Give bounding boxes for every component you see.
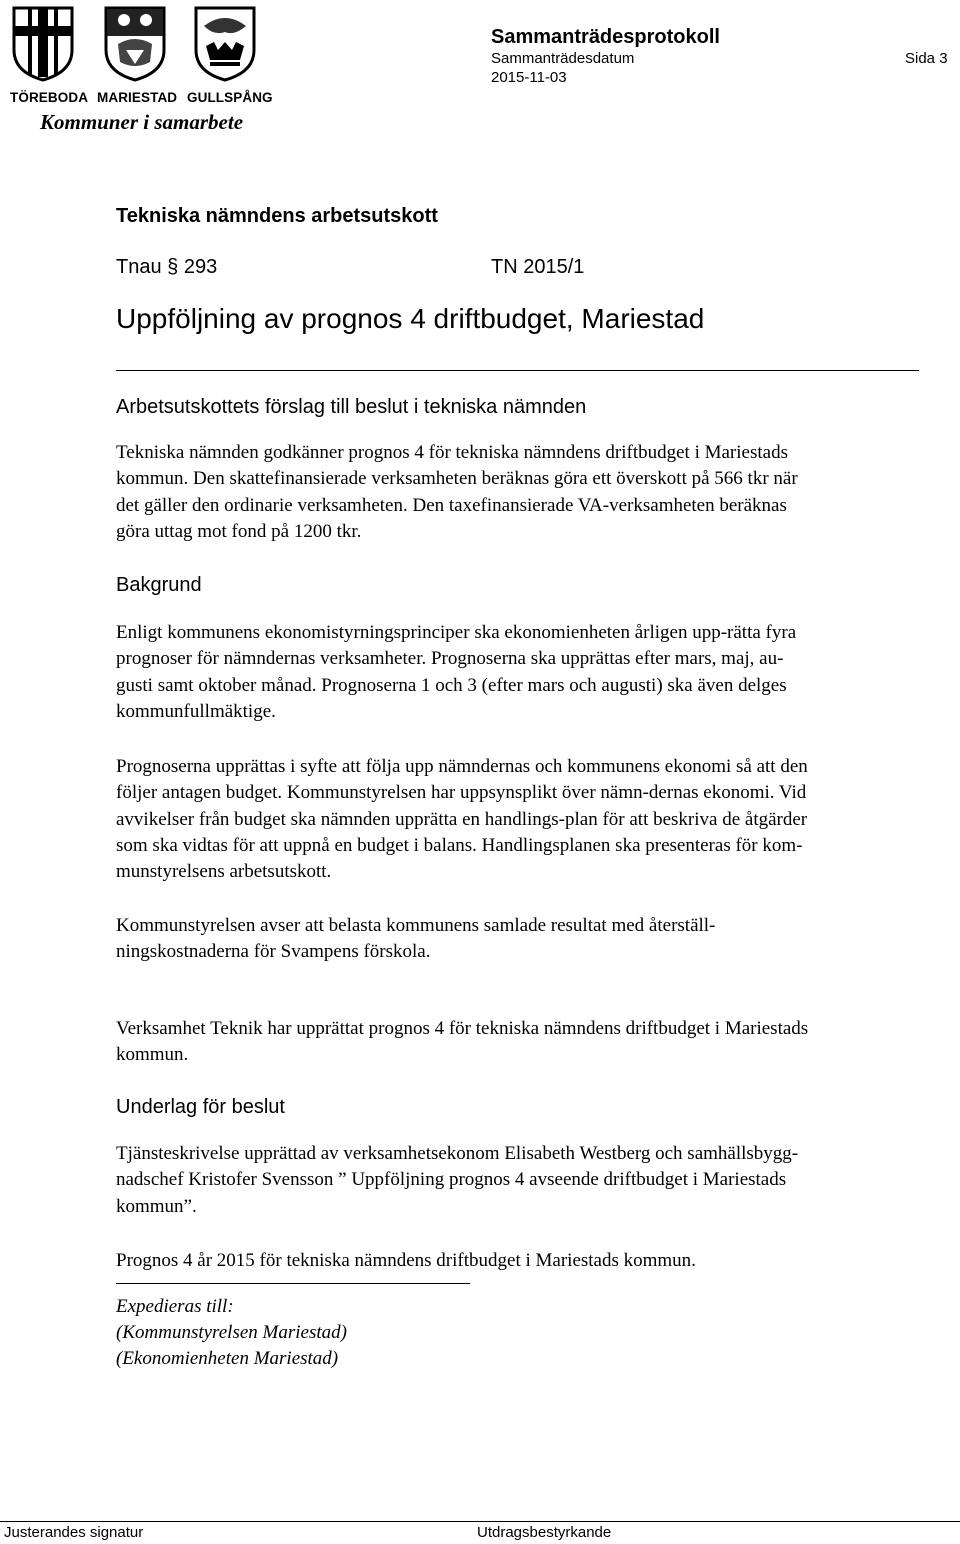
paragraph-line: Kommunstyrelsen avser att belasta kommunens samlade resultat med återställ- xyxy=(116,915,716,936)
background-paragraph-4 xyxy=(116,1016,958,1069)
footer-certification-label: Utdragsbestyrkande xyxy=(477,1524,612,1541)
mariestad-coat-of-arms-icon xyxy=(104,6,166,82)
proposal-line: Tekniska nämnden godkänner prognos 4 för tekniska nämndens driftbudget i Mariestads xyxy=(116,442,788,463)
distribution-recipient: (Ekonomienheten Mariestad) xyxy=(116,1348,339,1369)
paragraph-line: Prognoserna upprättas i syfte att följa upp nämndernas och kommunens ekonomi så att den xyxy=(116,756,808,777)
basis-heading: Underlag för beslut xyxy=(116,1096,285,1118)
committee-name: Tekniska nämndens arbetsutskott xyxy=(116,205,438,227)
paragraph-line: Tjänsteskrivelse upprättad av verksamhetsekonom Elisabeth Westberg och samhällsbygg- xyxy=(116,1143,799,1164)
distribution-divider xyxy=(116,1283,470,1284)
gullspang-coat-of-arms-icon xyxy=(194,6,256,82)
paragraph-line: gusti samt oktober månad. Prognoserna 1 och 3 (efter mars och augusti) ska även delges xyxy=(116,674,787,696)
paragraph-line: ningskostnaderna för Svampens förskola. xyxy=(116,941,431,963)
logo-names xyxy=(8,90,273,108)
meeting-date-label: Sammanträdesdatum xyxy=(491,50,635,67)
title-divider xyxy=(116,370,919,371)
toreboda-coat-of-arms-icon xyxy=(12,6,74,82)
background-heading: Bakgrund xyxy=(116,574,202,596)
paragraph-line: som ska vidtas för att uppnå en budget i balans. Handlingsplanen ska presenteras för kom- xyxy=(116,834,803,856)
proposal-text xyxy=(116,440,958,545)
paragraph-line: kommunfullmäktige. xyxy=(116,700,276,722)
footer-divider xyxy=(0,1521,960,1522)
basis-paragraph-2 xyxy=(116,1248,958,1274)
proposal-line: kommun. Den skattefinansierade verksamheten beräknas göra ett överskott på 566 tkr när xyxy=(116,468,798,490)
logo-name-gullspang: GULLSPÅNG xyxy=(187,90,273,105)
case-paragraph-id: Tnau § 293 xyxy=(116,256,218,278)
paragraph-line: avvikelser från budget ska nämnden upprätta en handlings-plan för att beskriva de åtgärder xyxy=(116,808,808,830)
basis-paragraph-1 xyxy=(116,1141,958,1220)
distribution-recipient: (Kommunstyrelsen Mariestad) xyxy=(116,1322,347,1343)
paragraph-line: munstyrelsens arbetsutskott. xyxy=(116,861,332,883)
paragraph-line: Verksamhet Teknik har upprättat prognos 4 för tekniska nämndens driftbudget i Mariestads xyxy=(116,1018,809,1039)
background-paragraph-2 xyxy=(116,754,958,885)
paragraph-line: prognoser för nämndernas verksamheter. Prognoserna ska upprättas efter mars, maj, au- xyxy=(116,648,784,670)
logo-name-toreboda: TÖREBODA xyxy=(10,90,89,105)
meeting-date: 2015-11-03 xyxy=(491,69,567,86)
footer-signature-label: Justerandes signatur xyxy=(4,1524,144,1541)
background-paragraph-3 xyxy=(116,913,958,966)
logo-name-mariestad: MARIESTAD xyxy=(97,90,178,105)
paragraph-line: kommun”. xyxy=(116,1195,197,1217)
paragraph-line: kommun. xyxy=(116,1044,189,1066)
proposal-heading: Arbetsutskottets förslag till beslut i tekniska nämnden xyxy=(116,396,587,418)
background-paragraph-1 xyxy=(116,620,958,725)
page-title: Uppföljning av prognos 4 driftbudget, Mariestad xyxy=(116,303,705,334)
paragraph-line: nadschef Kristofer Svensson ” Uppföljning prognos 4 avseende driftbudget i Mariestads xyxy=(116,1169,787,1191)
case-diary-number: TN 2015/1 xyxy=(491,256,585,278)
paragraph-line: Enligt kommunens ekonomistyrningsprinciper ska ekonomienheten årligen upp-rätta fyra xyxy=(116,622,797,643)
logo-tagline: Kommuner i samarbete xyxy=(40,110,244,134)
page-number: Sida 3 xyxy=(905,50,948,67)
proposal-line: göra uttag mot fond på 1200 tkr. xyxy=(116,520,362,542)
paragraph-line: följer antagen budget. Kommunstyrelsen har uppsynsplikt över nämn-dernas ekonomi. Vid xyxy=(116,782,807,804)
distribution-label: Expedieras till: xyxy=(116,1296,234,1317)
paragraph-line: Prognos 4 år 2015 för tekniska nämndens driftbudget i Mariestads kommun. xyxy=(116,1250,696,1271)
proposal-line: det gäller den ordinarie verksamheten. Den taxefinansierade VA-verksamheten beräknas xyxy=(116,494,787,516)
municipality-logos xyxy=(8,6,273,134)
document-type-title: Sammanträdesprotokoll xyxy=(491,26,720,48)
